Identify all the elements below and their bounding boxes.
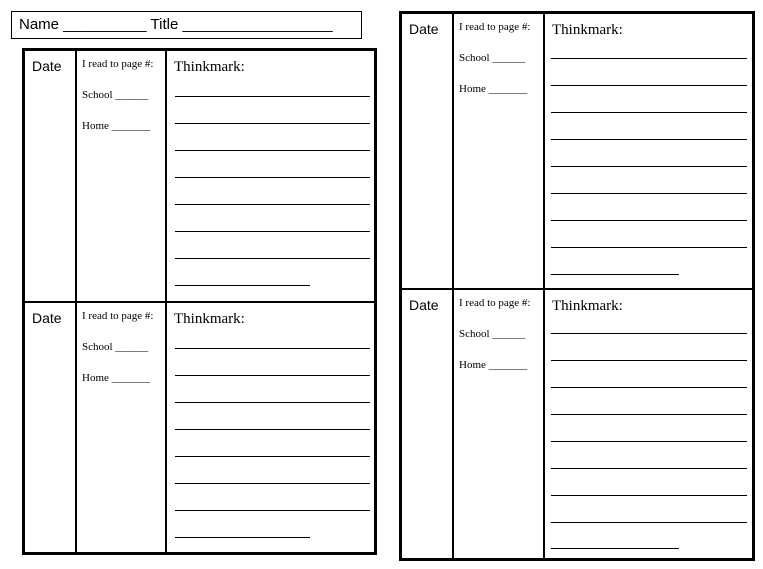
writing-line — [551, 360, 747, 361]
writing-line — [175, 375, 370, 376]
writing-line-short — [175, 285, 310, 286]
writing-line — [175, 483, 370, 484]
left-thinkmark-panel — [22, 48, 377, 555]
school-field: School ______ — [82, 341, 149, 353]
right-thinkmark-panel — [399, 11, 755, 561]
page-column — [77, 303, 167, 552]
school-field: School ______ — [459, 52, 526, 64]
writing-line-short — [551, 548, 679, 549]
home-field: Home _______ — [459, 359, 528, 371]
thinkmark-entry — [25, 303, 374, 552]
writing-line — [551, 193, 747, 194]
writing-line — [551, 441, 747, 442]
thinkmark-entry — [402, 290, 752, 558]
writing-line — [175, 429, 370, 430]
page-read-label: I read to page #: — [82, 58, 154, 70]
thinkmark-label: Thinkmark: — [552, 22, 623, 38]
writing-line — [175, 456, 370, 457]
date-column — [402, 290, 454, 558]
thinkmark-entry — [25, 51, 374, 303]
writing-line — [175, 510, 370, 511]
writing-line — [551, 220, 747, 221]
thinkmark-column — [545, 14, 752, 288]
page-read-label: I read to page #: — [82, 310, 154, 322]
writing-line — [551, 58, 747, 59]
writing-line — [175, 258, 370, 259]
writing-line — [551, 414, 747, 415]
writing-line — [551, 495, 747, 496]
school-field: School ______ — [82, 89, 149, 101]
thinkmark-entry — [402, 14, 752, 290]
writing-line — [175, 402, 370, 403]
thinkmark-column — [545, 290, 752, 558]
page-read-label: I read to page #: — [459, 21, 531, 33]
writing-line — [175, 96, 370, 97]
writing-line — [175, 123, 370, 124]
page-read-label: I read to page #: — [459, 297, 531, 309]
writing-line — [175, 231, 370, 232]
date-label: Date — [409, 21, 439, 37]
writing-line-short — [175, 537, 310, 538]
writing-line — [175, 348, 370, 349]
home-field: Home _______ — [82, 120, 151, 132]
writing-line — [175, 204, 370, 205]
writing-line — [551, 139, 747, 140]
writing-line — [175, 150, 370, 151]
writing-line — [175, 177, 370, 178]
writing-line — [551, 85, 747, 86]
writing-line — [551, 522, 747, 523]
writing-line — [551, 247, 747, 248]
thinkmark-label: Thinkmark: — [552, 298, 623, 314]
date-label: Date — [409, 297, 439, 313]
writing-line — [551, 468, 747, 469]
date-column — [25, 51, 77, 301]
page-column — [454, 14, 545, 288]
name-title-header: Name __________ Title __________________ — [11, 11, 362, 39]
date-column — [402, 14, 454, 288]
home-field: Home _______ — [82, 372, 151, 384]
writing-line — [551, 333, 747, 334]
writing-line — [551, 387, 747, 388]
thinkmark-label: Thinkmark: — [174, 59, 245, 75]
thinkmark-label: Thinkmark: — [174, 311, 245, 327]
page-column — [454, 290, 545, 558]
school-field: School ______ — [459, 328, 526, 340]
thinkmark-column — [167, 51, 374, 301]
writing-line — [551, 166, 747, 167]
date-column — [25, 303, 77, 552]
writing-line-short — [551, 274, 679, 275]
home-field: Home _______ — [459, 83, 528, 95]
page-column — [77, 51, 167, 301]
date-label: Date — [32, 310, 62, 326]
thinkmark-column — [167, 303, 374, 552]
writing-line — [551, 112, 747, 113]
date-label: Date — [32, 58, 62, 74]
